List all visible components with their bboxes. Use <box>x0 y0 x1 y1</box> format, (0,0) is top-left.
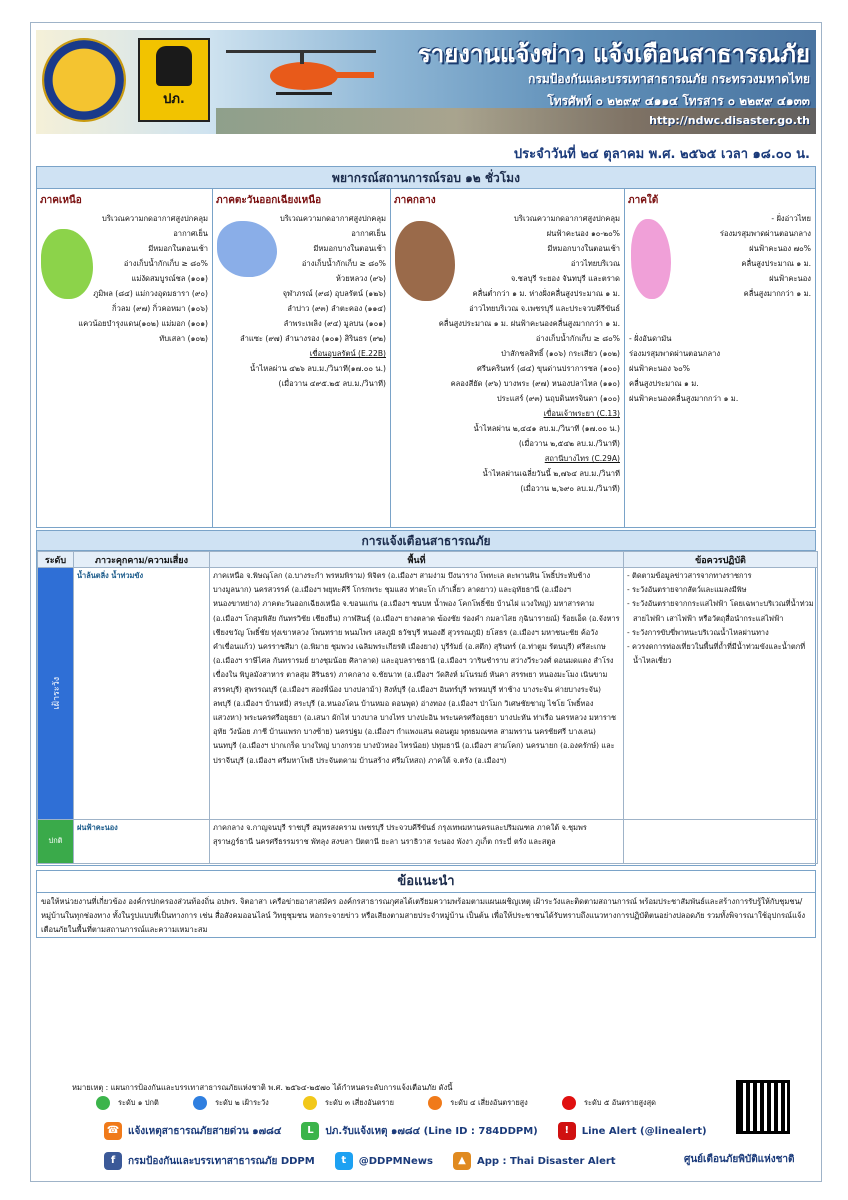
table-row <box>38 820 818 864</box>
south-line: - ฝั่งอ่าวไทย <box>771 214 811 223</box>
central-line: ประแสร์ (๙๓) นฤบดินทรจินดา (๑๐๐) <box>496 394 620 403</box>
central-station-1: เขื่อนเจ้าพระยา (C.13) <box>543 409 620 418</box>
contacts <box>104 1120 804 1180</box>
level-cell <box>38 568 74 820</box>
region-central <box>391 189 625 527</box>
level-legend <box>96 1096 656 1110</box>
legend-label: ระดับ ๓ เสี่ยงอันตราย <box>325 1098 394 1107</box>
action-item: - ควรงดการท่องเที่ยวในพื้นที่ถ้ำที่มีน้ำท่วมขังและน้ำตกที่น้ำไหลเชี่ยว <box>627 642 806 666</box>
actions-cell <box>624 820 818 864</box>
central-line: ศรีนครินทร์ (๘๔) ขุนด่านปราการชล (๑๐๐) <box>477 364 620 373</box>
facebook-contact[interactable] <box>104 1152 315 1170</box>
northeast-flow: (เมื่อวาน ๔๙๕.๒๕ ลบ.ม./วินาที) <box>278 379 386 388</box>
central-line: ฝนฟ้าคะนอง ๑๐-๒๐% <box>546 229 620 238</box>
facebook-text: กรมป้องกันและบรรเทาสาธารณภัย DDPM <box>128 1155 315 1167</box>
northeast-line: มีหมอกบางในตอนเช้า <box>313 244 386 253</box>
northeast-line: ห้วยหลวง (๙๖) <box>335 274 386 283</box>
legend-item <box>96 1096 159 1110</box>
legend-dot <box>562 1096 576 1110</box>
line-alert-contact[interactable] <box>558 1122 707 1140</box>
twitter-contact[interactable] <box>335 1152 433 1170</box>
northeast-line: ลำปาว (๙๓) ลำตะคอง (๑๑๔) <box>287 304 386 313</box>
south-line: คลื่นสูงมากกว่า ๑ ม. <box>743 289 811 298</box>
north-line: บริเวณความกดอากาศสูงปกคลุม <box>102 214 208 223</box>
advice-text: ขอให้หน่วยงานที่เกี่ยวข้อง องค์กรปกครองส่วนท้องถิ่น อปพร. จิตอาสา เครือข่ายอาสาสมัคร องค์กรสาธารณกุศลได้เตรียมความพร้อมตามแผนเผชิญเหตุ เฝ้าระวังและติดตามสถานการณ์ พร้อมประชาสัมพันธ์และสร้างการรับรู้ให้กับชุมชน/หมู่บ้านในทุกช่องทาง ทั้งในรูปแบบที่เป็นทางการ เช่น สื่อสังคมออนไลน์ วิทยุชุมชน หอกระจายข่าว หรือเสียงตามสายประจำหมู่บ้าน เป็นต้น เพื่อให้ประชาชนได้รับทราบถึงแนวทางการปฏิบัติตนอย่างปลอดภัย รวมทั้งพิจารณาใช้อุปกรณ์แจ้งเตือนภัยในพื้นที่ตามสถานการณ์และความเหมาะสม <box>41 897 806 934</box>
south-west-line: ฝนฟ้าคะนองคลื่นสูงมากกว่า ๑ ม. <box>629 394 739 403</box>
central-flow-2: (เมื่อวาน ๒,๖๙๐ ลบ.ม./วินาที) <box>520 484 620 493</box>
central-line: คลื่นต่ำกว่า ๑ ม. ห่างฝั่งคลื่นสูงประมาณ ๑ ม. <box>472 289 620 298</box>
legend-item <box>428 1096 528 1110</box>
action-item: - ระวังอันตรายจากกระแสไฟฟ้า โดยเฉพาะบริเวณที่น้ำท่วมสายไฟฟ้า เสาไฟฟ้า หรือวัตถุสื่อนำกระแสไฟฟ้า <box>627 599 814 623</box>
central-line: อ่าวไทยบริเวณ จ.เพชรบุรี และประจวบคีรีขันธ์ <box>469 304 620 313</box>
legend-dot <box>193 1096 207 1110</box>
south-text <box>720 211 811 301</box>
area-cell: ภาคกลาง จ.กาญจนบุรี ราชบุรี สมุทรสงคราม เพชรบุรี ประจวบคีรีขันธ์ กรุงเทพมหานครและปริมณฑล ภาคใต้ จ.ชุมพร สุราษฎร์ธานี นครศรีธรรมราช พัทลุง สงขลา ปัตตานี ยะลา นราธิวาส ระนอง พังงา ภูเก็ต กระบี่ ตรัง และสตูล <box>210 820 624 864</box>
central-line: ป่าสักชลสิทธิ์ (๑๐๖) กระเสียว (๑๐๒) <box>501 349 620 358</box>
line-alert-text: Line Alert (@linealert) <box>581 1125 707 1137</box>
north-line: แม่งัดสมบูรณ์ชล (๑๐๑) <box>131 274 208 283</box>
south-west-line: ฝนฟ้าคะนอง ๖๐% <box>629 364 690 373</box>
facebook-icon: f <box>104 1152 122 1170</box>
central-line: อ่าวไทยบริเวณ <box>570 259 620 268</box>
north-line: มีหมอกในตอนเช้า <box>148 244 208 253</box>
region-northeast-title: ภาคตะวันออกเฉียงเหนือ <box>216 195 322 206</box>
south-line: คลื่นสูงประมาณ ๑ ม. <box>741 259 811 268</box>
north-line: ทับเสลา (๑๐๒) <box>159 334 208 343</box>
hotline-contact[interactable] <box>104 1122 281 1140</box>
northeast-station: เขื่อนอุบลรัตน์ (E.22B) <box>309 349 386 358</box>
report-date: ประจำวันที่ ๒๔ ตุลาคม พ.ศ. ๒๕๖๕ เวลา ๑๘.๐๐ น. <box>513 147 810 162</box>
hazard-cell: ฝนฟ้าคะนอง <box>74 820 210 864</box>
legend-dot <box>96 1096 110 1110</box>
legend-dot <box>303 1096 317 1110</box>
legend-note: หมายเหตุ : แผนการป้องกันและบรรเทาสาธารณภัยแห่งชาติ พ.ศ. ๒๕๖๔-๒๕๗๐ ได้กำหนดระดับการแจ้งเตือนภัย ดังนี้ <box>72 1083 453 1092</box>
legend-item <box>562 1096 656 1110</box>
app-icon: ▲ <box>453 1152 471 1170</box>
action-item: - ระวังการขับขี่พาหนะบริเวณน้ำไหลผ่านทาง <box>627 627 769 637</box>
central-flow-1: น้ำไหลผ่าน ๒,๔๔๑ ลบ.ม./วินาที (๑๗.๐๐ น.) <box>473 424 620 433</box>
northeast-line: ลำพระเพลิง (๙๔) มูลบน (๑๐๑) <box>283 319 386 328</box>
south-west-text <box>629 331 738 406</box>
col-area: พื้นที่ <box>210 552 624 568</box>
line-text: ปภ.รับแจ้งเหตุ ๑๗๘๔ (Line ID : 784DDPM) <box>325 1125 538 1137</box>
north-line: กิ่วลม (๙๗) กิ่วคอหมา (๑๐๖) <box>112 304 208 313</box>
legend-label: ระดับ ๕ อันตรายสูงสุด <box>584 1098 656 1107</box>
region-north-title: ภาคเหนือ <box>40 195 82 206</box>
south-map <box>631 219 671 299</box>
region-south-title: ภาคใต้ <box>628 195 659 206</box>
region-north <box>37 189 213 527</box>
action-item: - ระวังอันตรายจากสัตว์และแมลงมีพิษ <box>627 585 747 595</box>
forecast-section <box>36 166 816 528</box>
advice-heading: ข้อแนะนำ <box>37 871 815 893</box>
central-line: บริเวณความกดอากาศสูงปกคลุม <box>514 214 620 223</box>
forecast-heading: พยากรณ์สถานการณ์รอบ ๑๒ ชั่วโมง <box>37 167 815 189</box>
col-actions: ข้อควรปฏิบัติ <box>624 552 818 568</box>
legend-item <box>303 1096 394 1110</box>
contact-phone: โทรศัพท์ ๐ ๒๒๙๙ ๔๑๑๔ โทรสาร ๐ ๒๒๙๙ ๔๑๓๓ <box>547 94 810 108</box>
app-contact[interactable] <box>453 1152 616 1170</box>
action-item: - ติดตามข้อมูลข่าวสารจากทางราชการ <box>627 571 752 580</box>
central-station-2: สถานีบางไทร (C.29A) <box>544 454 620 463</box>
actions-cell <box>624 568 818 820</box>
north-line: แควน้อยบำรุงแดน(๑๐๒) แม่มอก (๑๐๑) <box>78 319 208 328</box>
central-text <box>439 211 620 496</box>
central-flow-2: น้ำไหลผ่านเฉลี่ยวันนี้ ๒,๗๖๔ ลบ.ม./วินาที <box>482 469 620 478</box>
ministry-seal-logo <box>42 38 126 122</box>
warning-center-name: ศูนย์เตือนภัยพิบัติแห่งชาติ <box>684 1154 795 1165</box>
south-west-line: ร่องมรสุมพาดผ่านตอนกลาง <box>629 349 721 358</box>
ddpm-logo <box>138 38 210 122</box>
south-west-line: คลื่นสูงประมาณ ๑ ม. <box>629 379 699 388</box>
area-cell: ภาคเหนือ จ.พิษณุโลก (อ.บางระกำ พรหมพิราม) พิจิตร (อ.เมืองฯ สามง่าม บึงนาราง โพทะเล ตะพานหิน โพธิ์ประทับช้าง บางมูลนาก) นครสวรรค์ (อ.เมืองฯ พยุหะคีรี โกรกพระ ชุมแสง ท่าตะโก เก้าเลี้ยว ลาดยาว) และอุทัยธานี (อ.เมืองฯ หนองขาหย่าง) ภาคตะวันออกเฉียงเหนือ จ.ขอนแก่น (อ.เมืองฯ ชนบท น้ำพอง โคกโพธิ์ชัย บ้านไผ่ แวงใหญ่) มหาสารคาม (อ.เมืองฯ โกสุมพิสัย กันทรวิชัย เชียงยืน) กาฬสินธุ์ (อ.เมืองฯ ยางตลาด ฆ้องชัย ร่องคำ กมลาไสย กุฉินารายณ์) ร้อยเอ็ด (อ.จังหาร เชียงขวัญ โพธิ์ชัย ทุ่งเขาหลวง โพนทราย พนมไพร เสลภูมิ ธวัชบุรี หนองฮี สุวรรณภูมิ) ยโสธร (อ.เมืองฯ มหาชนะชัย ค้อวัง คำเขื่อนแก้ว) นครราชสีมา (อ.พิมาย ชุมพวง เฉลิมพระเกียรติ เมืองยาง) บุรีรัมย์ (อ.สตึก) สุรินทร์ (อ.ท่าตูม รัตนบุรี) ศรีสะเกษ (อ.เมืองฯ ราษีไศล กันทรารมย์ ยางชุมน้อย ศิลาลาด) และอุบลราชธานี (อ.เมืองฯ วารินชำราบ สว่างวีระวงศ์ ดอนมดแดง สำโรง เขื่องใน พิบูลมังสาหาร ตาลสุม สิรินธร) ภาคกลาง จ.ชัยนาท (อ.เมืองฯ วัดสิงห์ มโนรมย์ หันคา สรรพยา หนองมะโมง เนินขาม สรรคบุรี) สุพรรณบุรี (อ.เมืองฯ สองพี่น้อง บางปลาม้า) สิงห์บุรี (อ.เมืองฯ อินทร์บุรี พรหมบุรี ท่าช้าง บางระจัน ค่ายบางระจัน) ลพบุรี (อ.เมืองฯ บ้านหมี่) สระบุรี (อ.หนองโดน บ้านหมอ ดอนพุด) อ่างทอง (อ.เมืองฯ ป่าโมก วิเศษชัยชาญ ไชโย โพธิ์ทอง แสวงหา) พระนครศรีอยุธยา (อ.เสนา ผักไห่ บางบาล บางไทร บางปะอิน พระนครศรีอยุธยา บางปะหัน ท่าเรือ นครหลวง มหาราช อุทัย วังน้อย ภาชี บ้านแพรก บางซ้าย) นครปฐม (อ.เมืองฯ กำแพงแสน ดอนตูม พุทธมณฑล สามพราน นครชัยศรี บางเลน) นนทบุรี (อ.เมืองฯ ปากเกร็ด บางใหญ่ บางกรวย บางบัวทอง ไทรน้อย) ปทุมธานี (อ.เมืองฯ สามโคก) นครนายก (อ.องครักษ์) และปราจีนบุรี (อ.เมืองฯ ศรีมหาโพธิ ประจันตคาม บ้านสร้าง ศรีมโหสถ) ภาคใต้ จ.ตรัง (อ.เมืองฯ) <box>210 568 624 820</box>
south-west-line: - ฝั่งอันดามัน <box>629 334 672 343</box>
twitter-icon: t <box>335 1152 353 1170</box>
ddpm-logo-text: ปภ. <box>163 92 185 107</box>
alert-icon: ! <box>558 1122 576 1140</box>
level-cell: ปกติ <box>38 820 74 864</box>
south-line: ร่องมรสุมพาดผ่านตอนกลาง <box>719 229 811 238</box>
north-line: อากาศเย็น <box>173 229 208 238</box>
hand-icon <box>156 46 192 86</box>
central-line: คลองสียัด (๙๖) บางพระ (๙๗) หนองปลาไหล (๑๑๐) <box>450 379 620 388</box>
line-contact[interactable] <box>301 1122 537 1140</box>
hazard-cell: น้ำล้นตลิ่ง น้ำท่วมขัง <box>74 568 210 820</box>
south-line: ฝนฟ้าคะนอง ๗๐% <box>749 244 811 253</box>
northeast-line: บริเวณความกดอากาศสูงปกคลุม <box>280 214 386 223</box>
northeast-text <box>240 211 386 391</box>
warning-table-header <box>38 552 818 568</box>
twitter-text: @DDPMNews <box>358 1155 433 1167</box>
north-line: อ่างเก็บน้ำกักเก็บ ≥ ๘๐% <box>123 259 208 268</box>
northeast-flow: น้ำไหลผ่าน ๔๒๖ ลบ.ม./วินาที(๑๗.๐๐ น.) <box>250 364 386 373</box>
legend-label: ระดับ ๒ เฝ้าระวัง <box>215 1098 269 1107</box>
central-line: มีหมอกบางในตอนเช้า <box>547 244 620 253</box>
northeast-line: อ่างเก็บน้ำกักเก็บ ≥ ๘๐% <box>301 259 386 268</box>
legend-label: ระดับ ๔ เสี่ยงอันตรายสูง <box>450 1098 528 1107</box>
level-label: เฝ้าระวัง <box>52 677 63 710</box>
warning-heading: การแจ้งเตือนสาธารณภัย <box>37 531 815 551</box>
central-line: อ่างเก็บน้ำกักเก็บ ≥ ๘๐% <box>535 334 620 343</box>
region-south <box>625 189 815 527</box>
warning-table <box>37 551 818 864</box>
south-line: ฝนฟ้าคะนอง <box>769 274 811 283</box>
hotline-text: แจ้งเหตุสาธารณภัยสายด่วน ๑๗๘๔ <box>128 1125 282 1137</box>
phone-icon: ☎ <box>104 1122 122 1140</box>
advice-section <box>36 870 816 938</box>
northeast-line: อากาศเย็น <box>351 229 386 238</box>
north-line: ภูมิพล (๘๔) แม่กวงอุดมธารา (๙๐) <box>93 289 208 298</box>
central-line: จ.ชลบุรี ระยอง จันทบุรี และตราด <box>510 274 620 283</box>
legend-label: ระดับ ๑ ปกติ <box>118 1098 159 1107</box>
line-icon: L <box>301 1122 319 1140</box>
northeast-line: จุฬาภรณ์ (๙๘) อุบลรัตน์ (๑๒๖) <box>282 289 386 298</box>
app-text: App : Thai Disaster Alert <box>476 1155 616 1167</box>
warning-section <box>36 530 816 866</box>
legend-dot <box>428 1096 442 1110</box>
central-flow-1: (เมื่อวาน ๒,๕๔๒ ลบ.ม./วินาที) <box>518 439 620 448</box>
col-hazard: ภาวะคุกคาม/ความเสี่ยง <box>74 552 210 568</box>
central-line: คลื่นสูงประมาณ ๑ ม. ฝนฟ้าคะนองคลื่นสูงมากกว่า ๑ ม. <box>438 319 620 328</box>
region-central-title: ภาคกลาง <box>394 195 436 206</box>
legend-item <box>193 1096 269 1110</box>
department-name: กรมป้องกันและบรรเทาสาธารณภัย กระทรวงมหาดไทย <box>528 72 810 86</box>
region-northeast <box>213 189 391 527</box>
website-url: http://ndwc.disaster.go.th <box>649 114 810 127</box>
north-text <box>78 211 208 346</box>
report-title: รายงานแจ้งข่าว แจ้งเตือนสาธารณภัย <box>417 40 810 68</box>
col-level: ระดับ <box>38 552 74 568</box>
northeast-line: ลำแซะ (๙๗) ลำนางรอง (๑๐๑) สิรินธร (๙๒) <box>239 334 386 343</box>
table-row <box>38 568 818 820</box>
